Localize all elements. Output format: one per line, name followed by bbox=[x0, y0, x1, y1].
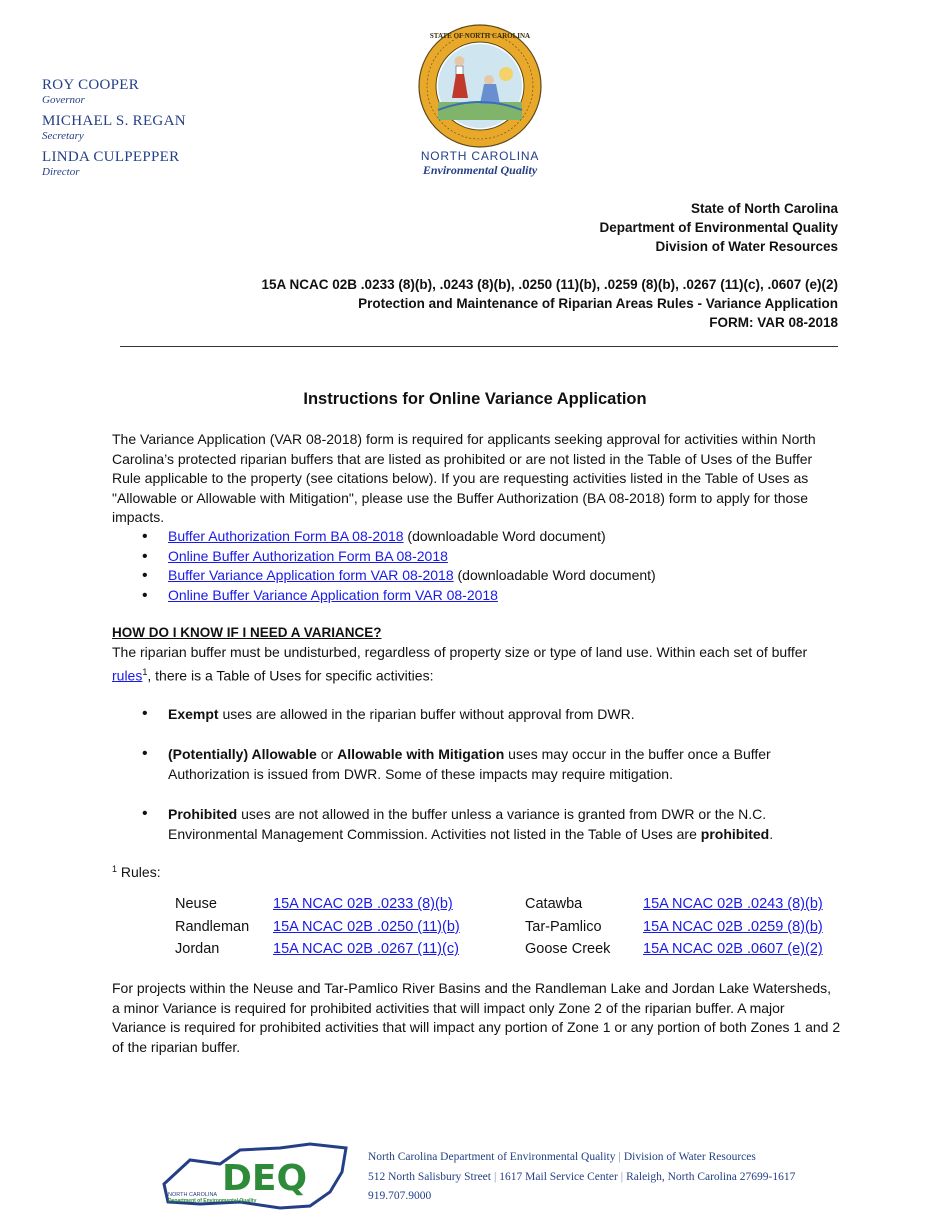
download-links-list bbox=[142, 527, 656, 606]
official-title: Governor bbox=[42, 94, 85, 106]
item-text: uses are not allowed in the buffer unless a variance is granted from DWR or the N.C. Environmental Management Commission. Activities not listed in the Table of Uses are bbox=[168, 806, 767, 842]
section-heading: HOW DO I KNOW IF I NEED A VARIANCE? bbox=[112, 625, 382, 640]
buffer-variance-form-link[interactable]: Buffer Variance Application form VAR 08-2018 bbox=[168, 567, 454, 584]
logo-text: DEQ bbox=[222, 1158, 308, 1199]
rule-link[interactable]: 15A NCAC 02B .0243 (8)(b) bbox=[643, 896, 823, 913]
online-buffer-authorization-link[interactable]: Online Buffer Authorization Form BA 08-2018 bbox=[168, 547, 448, 564]
department-name: Department of Environmental Quality bbox=[599, 220, 838, 235]
bullet-icon: • bbox=[142, 705, 148, 722]
link-note: (downloadable Word document) bbox=[403, 528, 606, 544]
item-text: uses may occur in the buffer once a Buffer Authorization is issued from DWR. Some of these impacts may require mitigation. bbox=[168, 746, 771, 782]
footer-street: 512 North Salisbury Street bbox=[368, 1170, 491, 1183]
logo-subtext: Department of Environmental Quality bbox=[168, 1198, 257, 1204]
official-title: Director bbox=[42, 166, 80, 178]
footer-line bbox=[368, 1148, 795, 1168]
table-row bbox=[175, 916, 823, 939]
basin-name: Catawba bbox=[525, 896, 583, 913]
seal-text: STATE OF NORTH CAROLINA bbox=[429, 32, 531, 40]
footer-mail: 1617 Mail Service Center bbox=[499, 1170, 618, 1183]
list-item bbox=[142, 547, 656, 567]
intro-paragraph: The Variance Application (VAR 08-2018) form is required for applicants seeking approval for activities within North Carolina’s protected riparian buffers that are listed as prohibited or are not listed in the Table of Uses of the Buffer Rule applicable to the property (see citations below). If you are requesting activities listed in the Table of Uses as "Allowable or Allowable with Mitigation", please use the Buffer Authorization (BA 08-2018) form to apply for those impacts. bbox=[112, 431, 816, 525]
rule-citation: 15A NCAC 02B .0233 (8)(b), .0243 (8)(b), .0250 (11)(b), .0259 (8)(b), .0267 (11)(c), .0607 (e)(2) bbox=[261, 277, 838, 292]
official-title: Secretary bbox=[42, 130, 84, 142]
footnote-label: Rules: bbox=[117, 864, 161, 880]
rule-link[interactable]: 15A NCAC 02B .0250 (11)(b) bbox=[273, 918, 460, 935]
item-text: or bbox=[316, 746, 338, 762]
rule-link[interactable]: 15A NCAC 02B .0259 (8)(b) bbox=[643, 918, 823, 935]
link-note: (downloadable Word document) bbox=[453, 567, 656, 584]
footnote-marker: 1 bbox=[142, 666, 148, 677]
item-text: uses are allowed in the riparian buffer without approval from DWR. bbox=[218, 706, 635, 722]
item-text: . bbox=[769, 826, 774, 842]
footer-division: Division of Water Resources bbox=[623, 1151, 756, 1163]
basin-name: Jordan bbox=[175, 941, 220, 958]
term-exempt: Exempt bbox=[168, 706, 219, 722]
agency-line1: NORTH CAROLINA bbox=[420, 149, 540, 163]
section-paragraph bbox=[112, 643, 842, 686]
agency-line2: Environmental Quality bbox=[422, 163, 538, 177]
official-name: LINDA CULPEPPER bbox=[42, 149, 180, 165]
prohibited-item bbox=[142, 804, 842, 844]
official-name: ROY COOPER bbox=[42, 77, 140, 93]
table-row bbox=[175, 938, 823, 961]
footer-org: North Carolina Department of Environmental Quality bbox=[368, 1151, 616, 1163]
footer-address bbox=[368, 1148, 795, 1207]
separator: | bbox=[618, 1151, 621, 1163]
rule-title: Protection and Maintenance of Riparian Areas Rules - Variance Application bbox=[358, 296, 838, 311]
header-divider bbox=[120, 346, 838, 347]
footnote bbox=[112, 864, 161, 880]
basin-name: Randleman bbox=[175, 918, 250, 935]
deq-logo-icon bbox=[160, 1142, 350, 1212]
term-prohibited: Prohibited bbox=[168, 806, 238, 822]
rules-link[interactable]: rules bbox=[112, 667, 143, 684]
bullet-icon: • bbox=[142, 805, 148, 822]
footer-phone: 919.707.9000 bbox=[368, 1190, 432, 1203]
separator: | bbox=[620, 1170, 624, 1183]
separator: | bbox=[493, 1170, 497, 1183]
form-id: FORM: VAR 08-2018 bbox=[709, 315, 838, 330]
closing-paragraph: For projects within the Neuse and Tar-Pamlico River Basins and the Randleman Lake and Jordan Lake Watersheds, a minor Variance is required for prohibited activities that will impact only Zone 2 of the riparian buffer. A major Variance is required for prohibited activities that will impact any portion of Zone 1 or any portion of both Zones 1 and 2 of the riparian buffer. bbox=[112, 980, 841, 1055]
term-allowable-mitigation: Allowable with Mitigation bbox=[337, 746, 505, 762]
division-name: Division of Water Resources bbox=[655, 239, 838, 254]
term-prohibited-end: prohibited bbox=[700, 826, 770, 842]
agency-name bbox=[380, 149, 580, 177]
list-item bbox=[142, 566, 656, 586]
footnote-marker: 1 bbox=[112, 864, 118, 874]
footer-line bbox=[368, 1168, 795, 1188]
allowable-item bbox=[142, 744, 842, 784]
bullet-icon: • bbox=[142, 745, 148, 762]
state-name: State of North Carolina bbox=[690, 201, 838, 216]
basin-name: Neuse bbox=[175, 896, 217, 913]
rule-link[interactable]: 15A NCAC 02B .0233 (8)(b) bbox=[273, 896, 453, 913]
official-name: MICHAEL S. REGAN bbox=[42, 113, 186, 129]
form-header bbox=[262, 275, 838, 332]
basin-name: Goose Creek bbox=[525, 941, 611, 958]
rules-table bbox=[175, 893, 823, 961]
term-allowable: (Potentially) Allowable bbox=[168, 746, 317, 762]
list-item bbox=[142, 586, 656, 606]
footer-city: Raleigh, North Carolina 27699-1617 bbox=[626, 1170, 796, 1183]
state-seal-icon bbox=[418, 24, 542, 148]
online-buffer-variance-link[interactable]: Online Buffer Variance Application form VAR 08-2018 bbox=[168, 587, 498, 604]
logo-subtext: NORTH CAROLINA bbox=[168, 1192, 218, 1198]
table-row bbox=[175, 893, 823, 916]
basin-name: Tar-Pamlico bbox=[525, 918, 602, 935]
paragraph-text: , there is a Table of Uses for specific activities: bbox=[147, 667, 434, 684]
issuing-agency bbox=[599, 199, 838, 256]
page-title: Instructions for Online Variance Application bbox=[303, 390, 647, 408]
list-item bbox=[142, 527, 656, 547]
exempt-item bbox=[142, 704, 842, 724]
paragraph-text: The riparian buffer must be undisturbed, regardless of property size or type of land use. Within each set of buffer bbox=[112, 644, 808, 660]
rule-link[interactable]: 15A NCAC 02B .0607 (e)(2) bbox=[643, 941, 823, 958]
buffer-authorization-form-link[interactable]: Buffer Authorization Form BA 08-2018 bbox=[168, 528, 404, 544]
officials-block bbox=[42, 77, 186, 185]
rule-link[interactable]: 15A NCAC 02B .0267 (11)(c) bbox=[273, 941, 459, 958]
